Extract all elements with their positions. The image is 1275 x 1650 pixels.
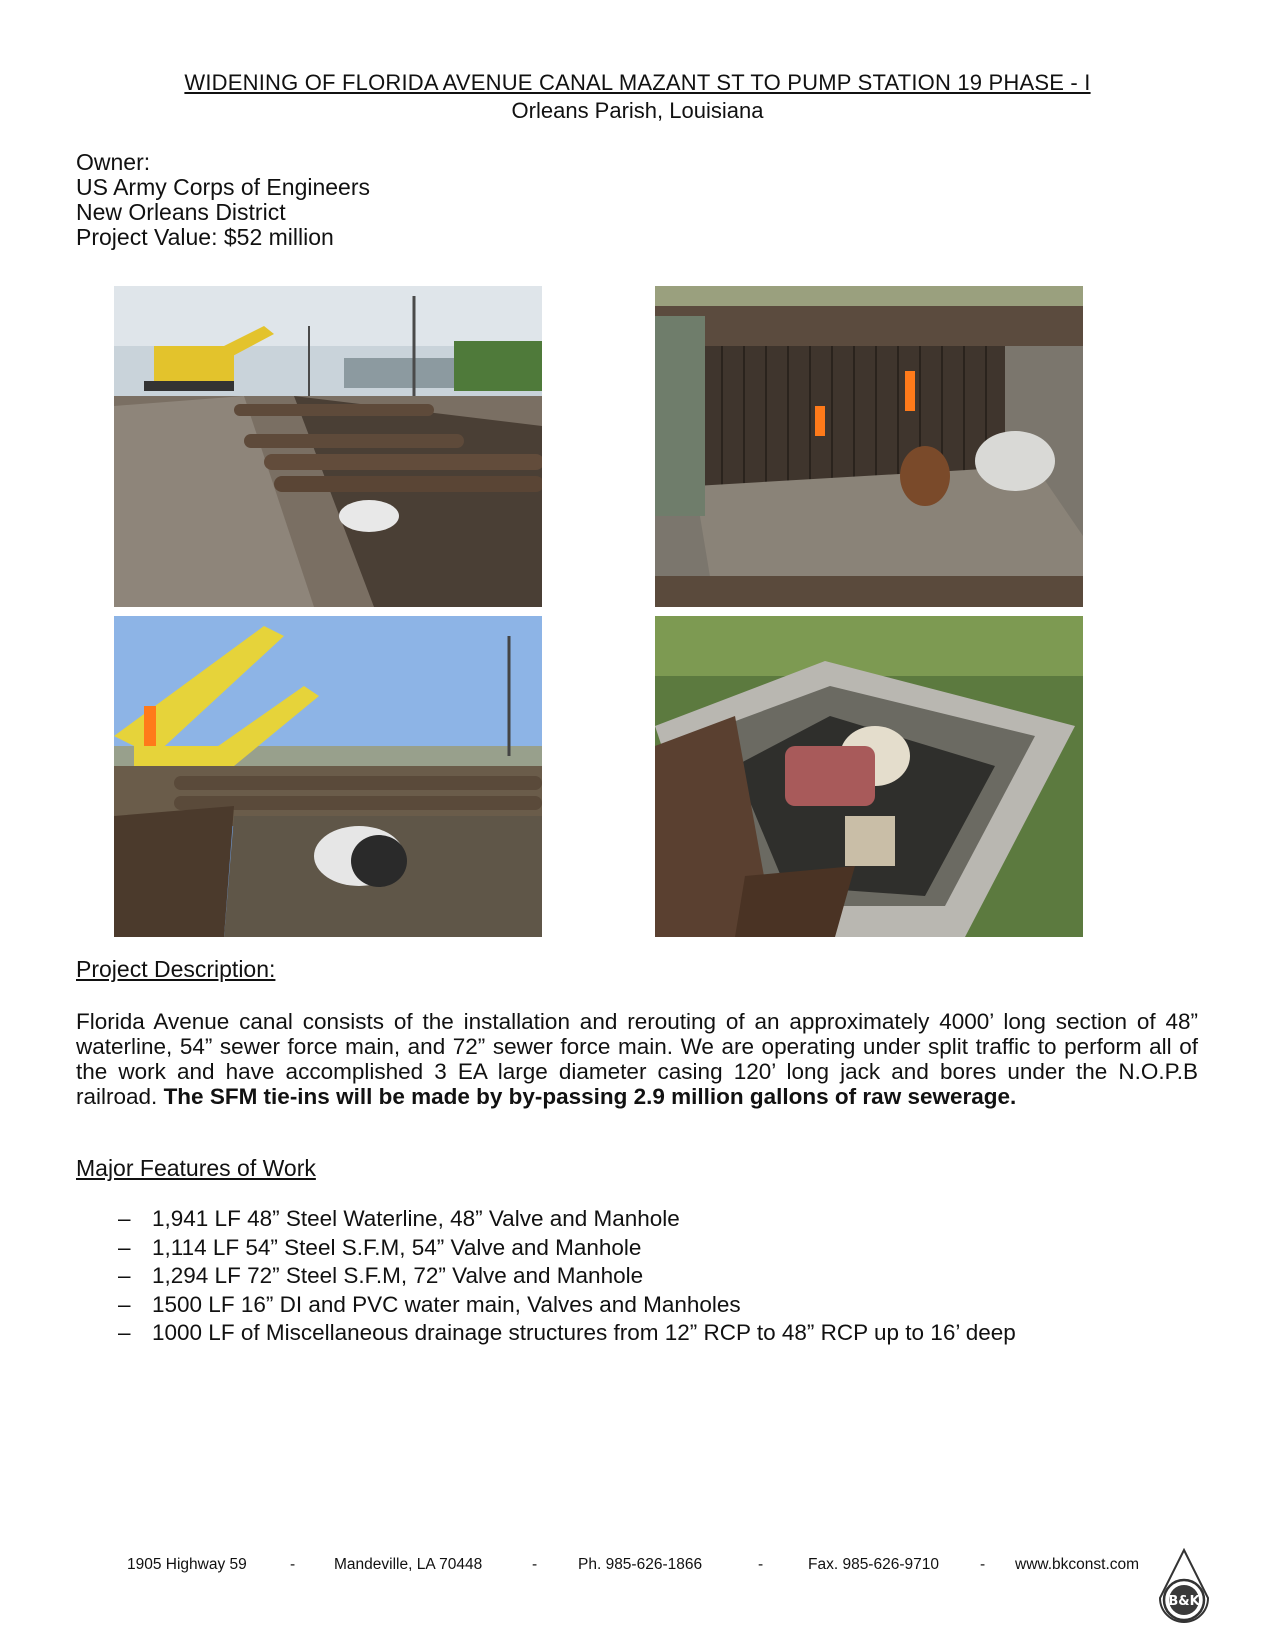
- shored-pit-photo: [655, 286, 1083, 607]
- footer-separator: -: [980, 1556, 986, 1573]
- bullet-dash: –: [118, 1234, 131, 1260]
- project-description-heading: Project Description:: [76, 956, 276, 982]
- project-value: [76, 225, 370, 250]
- features-list: [118, 1205, 1016, 1348]
- major-features-heading: Major Features of Work: [76, 1155, 316, 1181]
- bk-logo-icon: [1156, 1548, 1212, 1626]
- footer-fax: Fax. 985-626-9710: [808, 1556, 939, 1573]
- bullet-dash: –: [118, 1206, 131, 1231]
- description-text: Florida Avenue canal consists of the installation and rerouting of an approximately 4000’ long section of 48” waterline, 54” sewer force main, and 72” sewer force main. We are operating under split traffic to perform all of the work and have accomplished 3 EA large diameter casing 120’ long jack and bores under the N.O.P.B railroad.: [76, 1009, 1198, 1109]
- owner-block: [76, 150, 370, 250]
- list-item: [118, 1291, 1016, 1320]
- project-location: Orleans Parish, Louisiana: [511, 98, 764, 123]
- footer-website: www.bkconst.com: [1015, 1556, 1140, 1573]
- list-item: [118, 1319, 1016, 1348]
- footer-phone: Ph. 985-626-1866: [578, 1556, 703, 1573]
- project-value-amount: $52 million: [223, 224, 334, 250]
- excavation-trench-photo: [114, 286, 542, 607]
- footer-separator: -: [758, 1556, 764, 1573]
- logo-text: B&K: [1168, 1594, 1200, 1609]
- feature-text: 1,114 LF 54” Steel S.F.M, 54” Valve and Manhole: [152, 1234, 642, 1260]
- footer-address: 1905 Highway 59: [127, 1556, 247, 1573]
- list-item: [118, 1262, 1016, 1291]
- bullet-dash: –: [118, 1263, 131, 1288]
- bullet-dash: –: [118, 1291, 131, 1317]
- project-value-label: Project Value:: [76, 224, 218, 250]
- feature-text: 1500 LF 16” DI and PVC water main, Valves and Manholes: [152, 1291, 741, 1317]
- description-bold-text: The SFM tie-ins will be made by by-passing 2.9 million gallons of raw sewerage.: [163, 1084, 1017, 1109]
- owner-district: New Orleans District: [76, 199, 286, 225]
- footer-city: Mandeville, LA 70448: [334, 1556, 483, 1573]
- owner-name: US Army Corps of Engineers: [76, 174, 371, 200]
- valve-vault-photo: [655, 616, 1083, 937]
- owner-label: Owner:: [76, 149, 151, 175]
- list-item: [118, 1234, 1016, 1263]
- project-title: WIDENING OF FLORIDA AVENUE CANAL MAZANT ST TO PUMP STATION 19 PHASE - I: [184, 70, 1091, 95]
- footer: [127, 1556, 1147, 1578]
- feature-text: 1,941 LF 48” Steel Waterline, 48” Valve and Manhole: [152, 1206, 680, 1231]
- title-block: [0, 70, 1275, 124]
- footer-separator: -: [290, 1556, 296, 1573]
- list-item: [118, 1205, 1016, 1234]
- footer-separator: -: [532, 1556, 538, 1573]
- project-description: [76, 1009, 1198, 1109]
- feature-text: 1,294 LF 72” Steel S.F.M, 72” Valve and Manhole: [152, 1263, 644, 1288]
- bullet-dash: –: [118, 1320, 131, 1345]
- pipe-installation-photo: [114, 616, 542, 937]
- feature-text: 1000 LF of Miscellaneous drainage structures from 12” RCP to 48” RCP up to 16’ deep: [152, 1320, 1016, 1345]
